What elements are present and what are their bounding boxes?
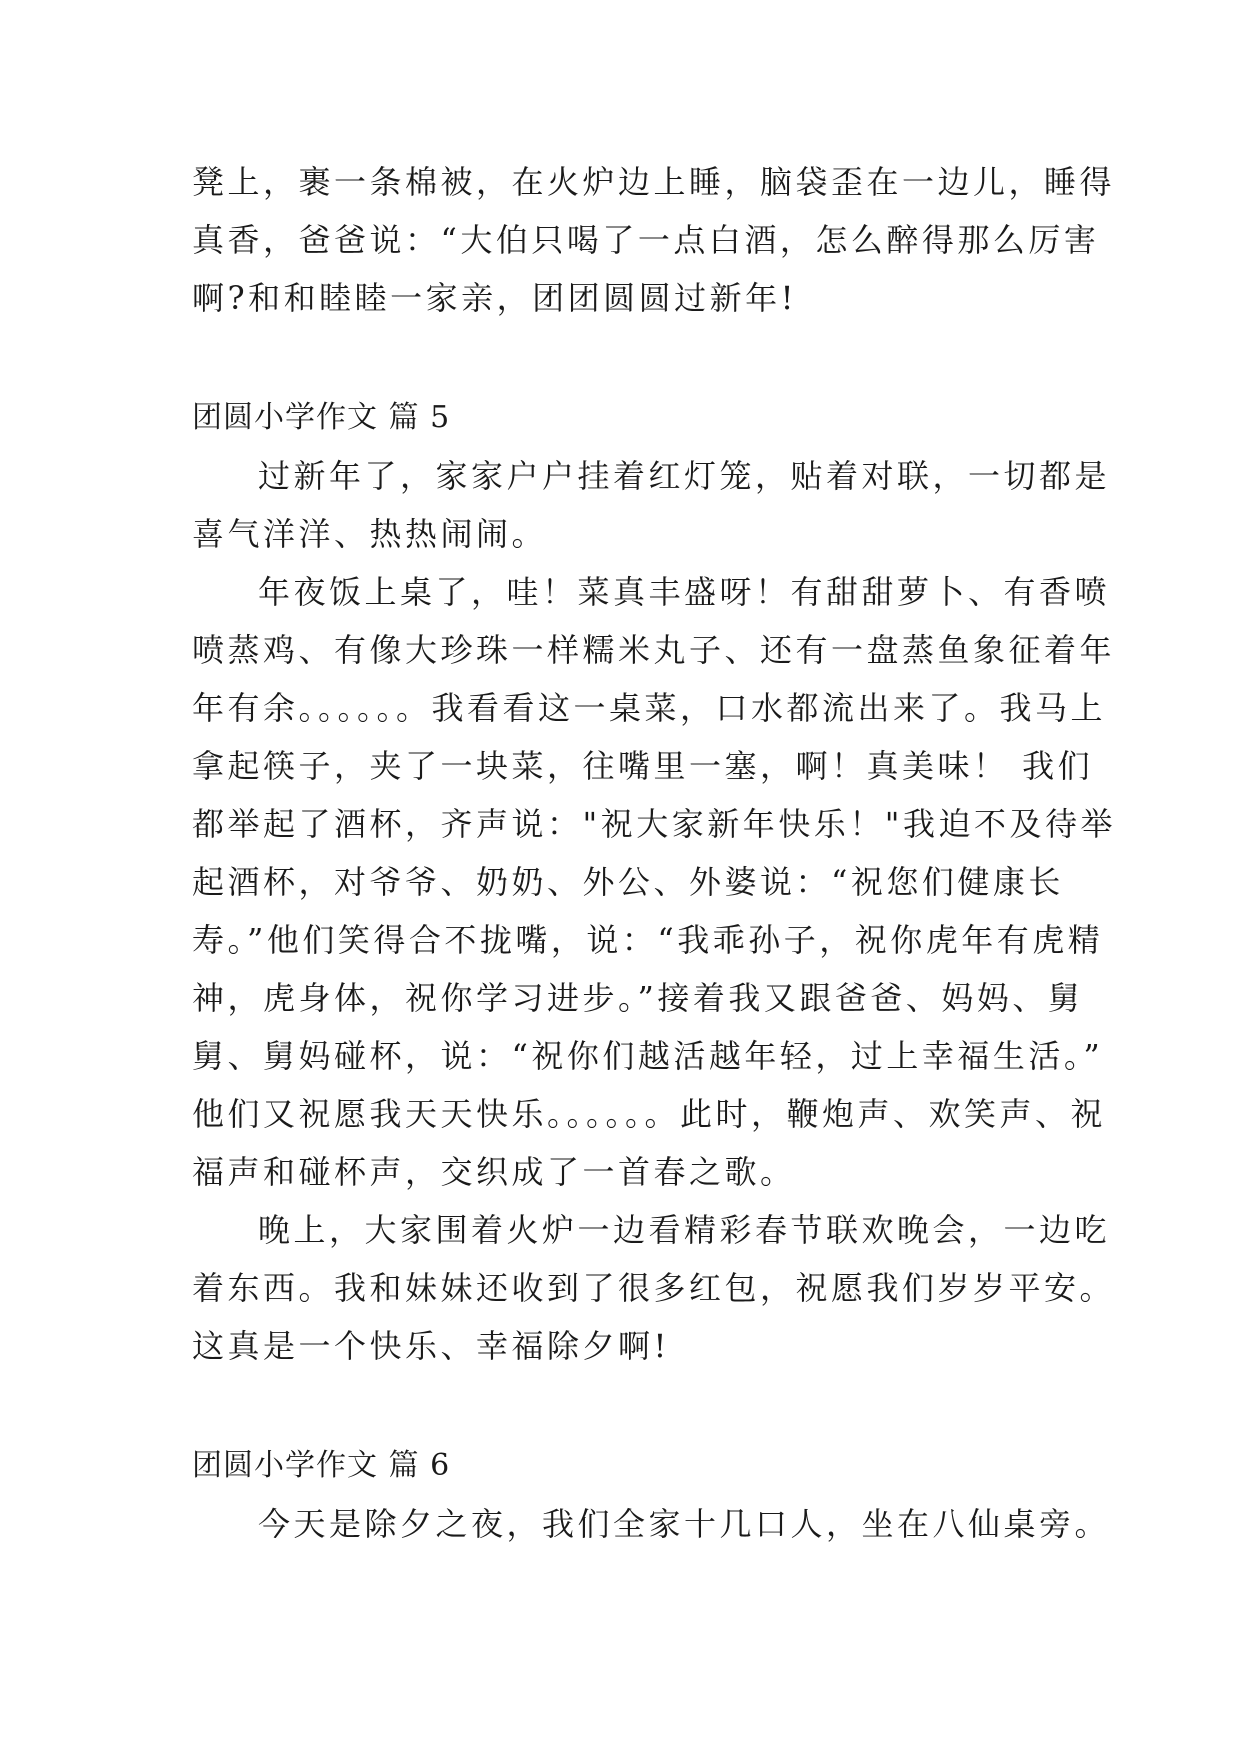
text-line: 舅、舅妈碰杯，说：“祝你们越活越年轻，过上幸福生活。” xyxy=(192,1037,1104,1075)
text-line: 啊?和和睦睦一家亲，团团圆圆过新年! xyxy=(192,279,798,317)
text-line: 真香，爸爸说：“大伯只喝了一点白酒，怎么醉得那么厉害 xyxy=(192,221,1100,259)
section-heading: 团圆小学作文 篇 6 xyxy=(192,1448,451,1483)
text-line: 着东西。我和妹妹还收到了很多红包，祝愿我们岁岁平安。 xyxy=(192,1269,1116,1307)
text-line: 年有余。。。。。。我看看这一桌菜，口水都流出来了。我马上 xyxy=(192,689,1107,727)
paragraph-first-line: 今天是除夕之夜，我们全家十几口人，坐在八仙桌旁。 xyxy=(258,1505,1111,1543)
paragraph-first-line: 年夜饭上桌了，哇！菜真丰盛呀！有甜甜萝卜、有香喷 xyxy=(258,573,1111,611)
paragraph-first-line: 晚上，大家围着火炉一边看精彩春节联欢晚会，一边吃 xyxy=(258,1211,1111,1249)
text-line: 都举起了酒杯，齐声说："祝大家新年快乐！"我迫不及待举 xyxy=(192,805,1116,843)
paragraph-first-line: 过新年了，家家户户挂着红灯笼，贴着对联，一切都是 xyxy=(258,457,1111,495)
text-line: 喷蒸鸡、有像大珍珠一样糯米丸子、还有一盘蒸鱼象征着年 xyxy=(192,631,1116,669)
text-line: 神，虎身体，祝你学习进步。”接着我又跟爸爸、妈妈、舅 xyxy=(192,979,1084,1017)
text-line: 起酒杯，对爷爷、奶奶、外公、外婆说：“祝您们健康长 xyxy=(192,863,1064,901)
text-line: 福声和碰杯声，交织成了一首春之歌。 xyxy=(192,1153,796,1191)
section-heading: 团圆小学作文 篇 5 xyxy=(192,400,451,435)
text-line: 拿起筷子，夹了一块菜，往嘴里一塞，啊！真美味！ 我们 xyxy=(192,747,1094,785)
text-line: 他们又祝愿我天天快乐。。。。。。此时，鞭炮声、欢笑声、祝 xyxy=(192,1095,1107,1133)
text-line: 寿。”他们笑得合不拢嘴，说：“我乖孙子，祝你虎年有虎精 xyxy=(192,921,1104,959)
text-line: 凳上，裹一条棉被，在火炉边上睡，脑袋歪在一边儿，睡得 xyxy=(192,163,1116,201)
text-line: 喜气洋洋、热热闹闹。 xyxy=(192,515,548,553)
text-line: 这真是一个快乐、幸福除夕啊! xyxy=(192,1327,670,1365)
